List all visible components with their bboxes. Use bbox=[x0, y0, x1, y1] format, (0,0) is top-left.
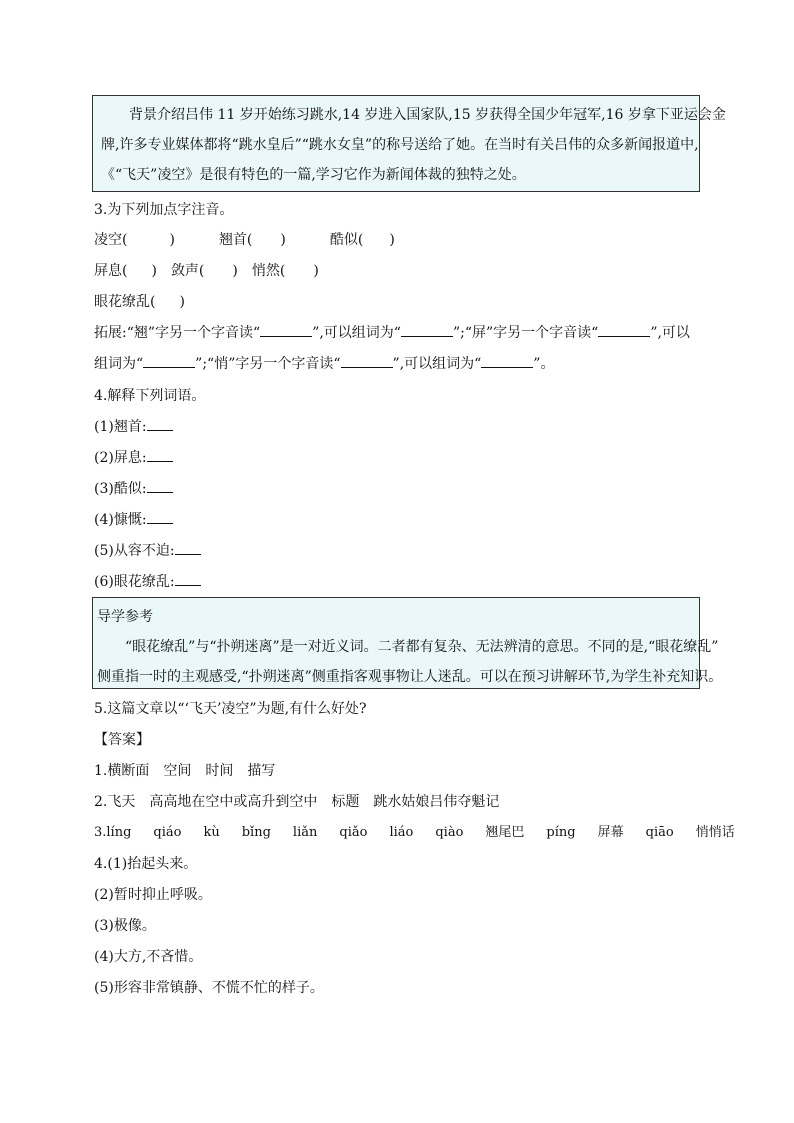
answer-line-2: 2.飞天 高高地在空中或高升到空中 标题 跳水姑娘吕伟夺魁记 bbox=[94, 794, 500, 810]
q3-item: 敛声( bbox=[170, 263, 205, 279]
q3-item: 翘首( bbox=[218, 232, 253, 248]
answer-blank[interactable] bbox=[260, 324, 312, 337]
answer-blank[interactable] bbox=[147, 511, 173, 524]
q4-item-6: (6)眼花缭乱: bbox=[94, 572, 201, 592]
answer-blank[interactable] bbox=[175, 573, 201, 586]
answer-blank[interactable] bbox=[147, 480, 173, 493]
answer-blank[interactable] bbox=[341, 355, 393, 368]
answer-line-6: (3)极像。 bbox=[94, 918, 156, 934]
answer-line-8: (5)形容非常镇静、不慌不忙的样子。 bbox=[94, 980, 324, 996]
answer-blank[interactable] bbox=[147, 449, 173, 462]
background-line: 《“飞天”凌空》是很有特色的一篇,学习它作为新闻体裁的独特之处。 bbox=[101, 167, 526, 183]
answer-line-5: (2)暂时抑止呼吸。 bbox=[94, 887, 212, 903]
answer-blank[interactable] bbox=[143, 355, 195, 368]
q3-title: 3.为下列加点字注音。 bbox=[94, 202, 234, 218]
q3-extension-line-1: 拓展:“翘”字另一个字音读“ ”,可以组词为“ ”;“屏”字另一个字音读“ ”,可以 bbox=[94, 325, 690, 341]
guide-title: 导学参考 bbox=[97, 609, 153, 625]
q3-row-3: 眼花缭乱( ) bbox=[94, 294, 185, 310]
q4-title: 4.解释下列词语。 bbox=[94, 388, 206, 404]
q5-title: 5.这篇文章以“‘飞天’凌空”为题,有什么好处? bbox=[94, 701, 367, 717]
q4-item-2: (2)屏息: bbox=[94, 448, 173, 468]
q3-item: 酷似( bbox=[329, 232, 364, 248]
q3-row-1: 凌空( ) 翘首( ) 酷似( ) bbox=[94, 232, 395, 248]
q3-item: 凌空( bbox=[94, 232, 128, 248]
q3-extension-line-2: 组词为“ ”;“悄”字另一个字音读“ ”,可以组词为“ ”。 bbox=[94, 356, 555, 372]
answer-line-1: 1.横断面 空间 时间 描写 bbox=[94, 763, 276, 779]
answer-line-7: (4)大方,不吝惜。 bbox=[94, 949, 203, 965]
guide-box bbox=[92, 597, 723, 689]
background-box bbox=[92, 95, 726, 192]
background-line: 背景介绍吕伟 11 岁开始练习跳水,14 岁进入国家队,15 岁获得全国少年冠军,16 岁拿下亚运会金 bbox=[129, 107, 726, 123]
q4-item-1: (1)翘首: bbox=[94, 417, 173, 437]
answer-blank[interactable] bbox=[175, 542, 201, 555]
answer-blank[interactable] bbox=[598, 324, 650, 337]
q3-item: 悄然( bbox=[251, 263, 286, 279]
answer-line-4: 4.(1)抬起头来。 bbox=[94, 856, 198, 872]
answer-blank[interactable] bbox=[481, 355, 533, 368]
guide-line: “眼花缭乱”与“扑朔迷离”是一对近义词。二者都有复杂、无法辨清的意思。不同的是,“眼花缭乱” bbox=[125, 639, 719, 655]
answers-header: 【答案】 bbox=[94, 732, 150, 748]
q4-item-4: (4)慷慨: bbox=[94, 510, 173, 530]
q4-item-5: (5)从容不迫: bbox=[94, 541, 201, 561]
q4-item-3: (3)酷似: bbox=[94, 479, 173, 499]
background-line: 牌,许多专业媒体都将“跳水皇后”“跳水女皇”的称号送给了她。在当时有关吕伟的众多新闻报道中, bbox=[101, 137, 699, 153]
q3-item: 眼花缭乱( bbox=[94, 294, 156, 310]
guide-line: 侧重指一时的主观感受,“扑朔迷离”侧重指客观事物让人迷乱。可以在预习讲解环节,为学生补充知识。 bbox=[97, 669, 723, 685]
q3-row-2: 屏息( ) 敛声( ) 悄然( ) bbox=[94, 263, 319, 279]
answer-blank[interactable] bbox=[147, 418, 173, 431]
answer-line-3: 3.líng qiáo kù bǐng liǎn qiǎo liáo qiào 翘尾巴 píng 屏幕 qiāo 悄悄话 bbox=[94, 825, 735, 840]
answer-blank[interactable] bbox=[401, 324, 453, 337]
q3-item: 屏息( bbox=[94, 263, 128, 279]
